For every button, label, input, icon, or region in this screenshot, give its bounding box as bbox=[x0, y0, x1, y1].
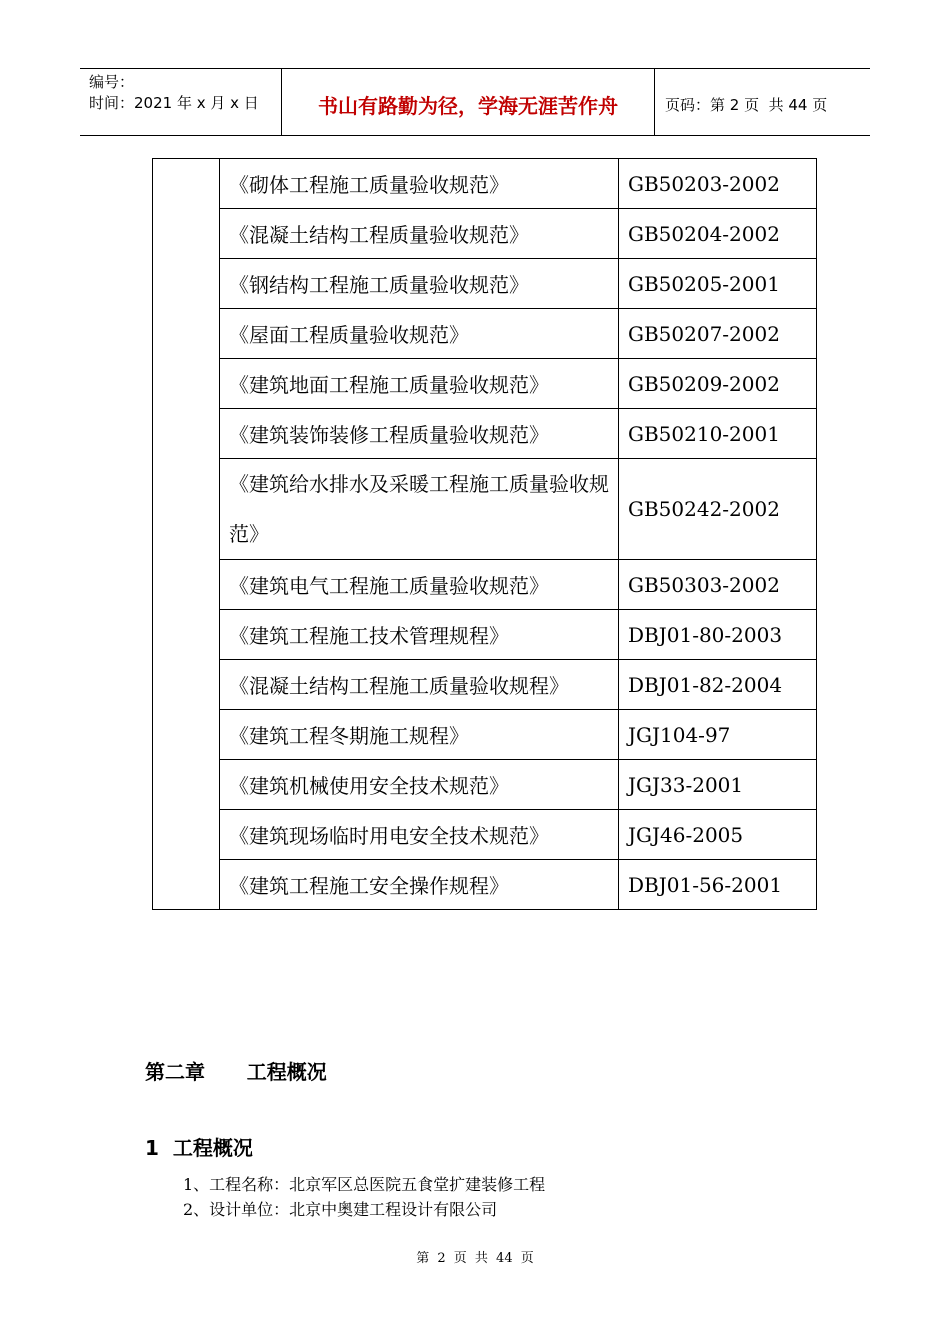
table-row bbox=[153, 209, 817, 259]
standard-code: GB50209-2002 bbox=[619, 359, 817, 409]
list-item: 2、设计单位：北京中奥建工程设计有限公司 bbox=[183, 1200, 498, 1219]
table-row bbox=[153, 860, 817, 910]
document-header bbox=[80, 68, 870, 136]
standard-code: GB50207-2002 bbox=[619, 309, 817, 359]
page-footer: 第 2 页 共 44 页 bbox=[416, 1251, 534, 1266]
standard-name: 《混凝土结构工程施工质量验收规程》 bbox=[220, 660, 619, 710]
standard-code: DBJ01-56-2001 bbox=[619, 860, 817, 910]
standard-name: 《建筑地面工程施工质量验收规范》 bbox=[220, 359, 619, 409]
standard-name: 《建筑电气工程施工质量验收规范》 bbox=[220, 560, 619, 610]
standard-name: 《建筑工程施工安全操作规程》 bbox=[220, 860, 619, 910]
standard-name: 《建筑给水排水及采暖工程施工质量验收规范》 bbox=[220, 459, 619, 560]
standard-name: 《建筑工程施工技术管理规程》 bbox=[220, 610, 619, 660]
table-row bbox=[153, 760, 817, 810]
standard-name: 《建筑机械使用安全技术规范》 bbox=[220, 760, 619, 810]
header-meta bbox=[80, 69, 282, 135]
standard-code: GB50204-2002 bbox=[619, 209, 817, 259]
table-row bbox=[153, 159, 817, 209]
table-row bbox=[153, 610, 817, 660]
header-page-info: 页码：第 2 页 共 44 页 bbox=[665, 95, 828, 114]
table-row bbox=[153, 309, 817, 359]
table-row bbox=[153, 660, 817, 710]
standard-code: JGJ33-2001 bbox=[619, 760, 817, 810]
section-heading: 1 工程概况 bbox=[145, 1136, 253, 1160]
standard-name: 《建筑现场临时用电安全技术规范》 bbox=[220, 810, 619, 860]
standard-code: DBJ01-82-2004 bbox=[619, 660, 817, 710]
standard-name: 《屋面工程质量验收规范》 bbox=[220, 309, 619, 359]
list-item: 1、工程名称：北京军区总医院五食堂扩建装修工程 bbox=[183, 1175, 546, 1194]
standard-code: GB50203-2002 bbox=[619, 159, 817, 209]
standard-name: 《钢结构工程施工质量验收规范》 bbox=[220, 259, 619, 309]
table-row bbox=[153, 710, 817, 760]
table-row bbox=[153, 259, 817, 309]
table-row bbox=[153, 810, 817, 860]
category-cell bbox=[153, 159, 220, 910]
standard-code: DBJ01-80-2003 bbox=[619, 610, 817, 660]
standard-code: GB50303-2002 bbox=[619, 560, 817, 610]
standard-name: 《砌体工程施工质量验收规范》 bbox=[220, 159, 619, 209]
table-row bbox=[153, 560, 817, 610]
header-motto: 书山有路勤为径，学海无涯苦作舟 bbox=[282, 69, 655, 135]
table-row bbox=[153, 409, 817, 459]
standard-code: JGJ46-2005 bbox=[619, 810, 817, 860]
standard-name: 《混凝土结构工程质量验收规范》 bbox=[220, 209, 619, 259]
standard-code: GB50242-2002 bbox=[619, 459, 817, 560]
standard-name: 《建筑装饰装修工程质量验收规范》 bbox=[220, 409, 619, 459]
standard-name: 《建筑工程冬期施工规程》 bbox=[220, 710, 619, 760]
chapter-heading: 第二章 工程概况 bbox=[145, 1060, 327, 1084]
standards-table bbox=[152, 158, 817, 910]
table-row bbox=[153, 359, 817, 409]
serial-label: 编号： bbox=[89, 73, 135, 91]
standard-code: GB50210-2001 bbox=[619, 409, 817, 459]
standard-code: JGJ104-97 bbox=[619, 710, 817, 760]
table-row bbox=[153, 459, 817, 560]
time-label: 时间：2021 年 x 月 x 日 bbox=[89, 94, 259, 112]
standard-code: GB50205-2001 bbox=[619, 259, 817, 309]
